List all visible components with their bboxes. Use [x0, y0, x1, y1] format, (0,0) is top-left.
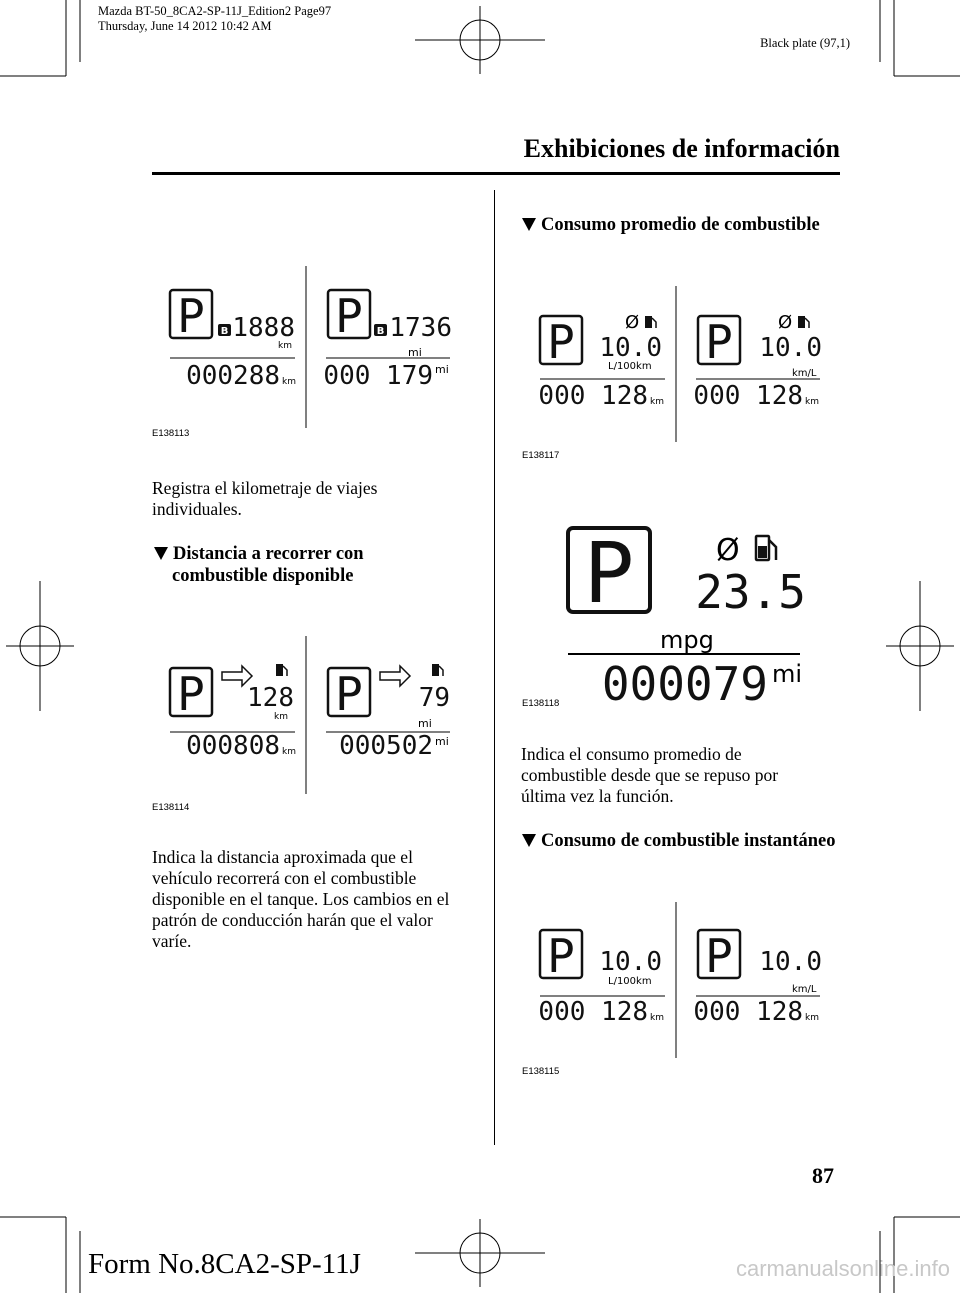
odometer-value: 000 128 [693, 997, 803, 1027]
plate-label: Black plate (97,1) [760, 36, 850, 50]
panel-right [693, 929, 822, 1027]
odometer-value: 000 128 [538, 381, 648, 411]
consumption-value: 10.0 [599, 333, 662, 363]
consumption-value: 10.0 [759, 333, 822, 363]
avg-heading-text: Consumo promedio de combustible [541, 215, 820, 235]
fuel-pump-icon [798, 316, 809, 328]
fuel-pump-icon [276, 664, 287, 676]
gear-letter: P [583, 524, 635, 622]
range-unit: km [274, 712, 288, 722]
inst-heading-text: Consumo de combustible instantáneo [541, 831, 836, 851]
trip-text-line: Registra el kilometraje de viajes [152, 478, 378, 498]
panel-left [170, 664, 296, 761]
range-heading [154, 543, 364, 587]
gear-letter: P [547, 929, 575, 983]
mpg-unit: mpg [660, 626, 714, 654]
figure-code: E138118 [522, 698, 560, 709]
odometer-value: 000288 [186, 361, 280, 391]
triangle-bullet-icon [522, 218, 536, 231]
fuel-pump-icon [756, 536, 776, 560]
form-number: Form No.8CA2-SP-11J [88, 1248, 361, 1280]
triangle-bullet-icon [154, 547, 168, 560]
fuel-pump-icon [645, 316, 656, 328]
avg-description [521, 744, 778, 807]
print-slug [98, 4, 331, 34]
trip-description [152, 478, 377, 520]
odometer-unit: km [805, 1013, 819, 1023]
odometer-unit: km [282, 747, 296, 757]
trip-indicator: B [376, 326, 385, 337]
watermark: carmanualsonline.info [735, 1256, 950, 1281]
mpg-value: 23.5 [695, 565, 806, 619]
range-text-line: disponible en el tanque. Los cambios en el [152, 889, 450, 909]
figure-code: E138113 [152, 428, 190, 439]
range-text-line: Indica la distancia aproximada que el [152, 847, 413, 867]
trip-text-line: individuales. [152, 499, 242, 519]
odometer-value: 000502 [339, 731, 433, 761]
range-text-line: vehículo recorrerá con el combustible [152, 868, 417, 888]
range-text-line: patrón de conducción harán que el valor [152, 910, 433, 930]
column-divider [494, 190, 495, 1145]
odometer-value: 000079 [601, 657, 768, 711]
range-value: 79 [418, 683, 450, 713]
figure-instant-consumption [520, 900, 840, 1080]
panel-left [170, 289, 296, 391]
trip-value: 1888 [232, 313, 295, 343]
range-description [152, 847, 449, 952]
header-rule [152, 172, 840, 175]
odometer-value: 000 179 [323, 361, 433, 391]
trip-indicator: B [220, 326, 229, 337]
gear-letter: P [335, 289, 363, 343]
gear-letter: P [177, 289, 205, 343]
consumption-unit: L/100km [608, 361, 652, 372]
fuel-pump-icon [432, 664, 443, 676]
odometer-unit: km [650, 397, 664, 407]
range-unit: mi [418, 717, 432, 730]
trip-unit: km [278, 341, 292, 351]
odometer-value: 000 128 [538, 997, 648, 1027]
figure-code: E138114 [152, 802, 190, 813]
odometer-value: 000 128 [693, 381, 803, 411]
panel-left [538, 929, 665, 1027]
trip-unit: mi [408, 346, 422, 359]
figure-code: E138115 [522, 1066, 560, 1077]
panel-right [693, 312, 822, 411]
figure-code: E138117 [522, 450, 560, 461]
odometer-unit: mi [435, 363, 449, 376]
odometer-unit: km [282, 377, 296, 387]
gear-letter: P [177, 667, 205, 721]
panel-right [326, 664, 450, 761]
average-symbol: Ø [716, 533, 740, 568]
triangle-bullet-icon [522, 834, 536, 847]
consumption-value: 10.0 [759, 947, 822, 977]
avg-text-line: Indica el consumo promedio de [521, 744, 742, 764]
avg-heading [522, 214, 820, 236]
consumption-unit: km/L [792, 368, 817, 379]
panel-left [538, 312, 665, 411]
gear-letter: P [547, 315, 575, 369]
odometer-unit: km [650, 1013, 664, 1023]
gear-letter: P [705, 315, 733, 369]
consumption-unit: km/L [792, 984, 817, 995]
consumption-unit: L/100km [608, 976, 652, 987]
range-arrow-icon [380, 666, 410, 686]
range-heading-line: Distancia a recorrer con [173, 544, 364, 564]
figure-distance-to-empty [150, 632, 470, 812]
section-title: Exhibiciones de información [523, 134, 840, 163]
figure-average-consumption [520, 282, 840, 462]
average-symbol: Ø [625, 312, 640, 333]
avg-text-line: combustible desde que se repuso por [521, 765, 779, 785]
avg-text-line: última vez la función. [521, 786, 674, 806]
odometer-value: 000808 [186, 731, 280, 761]
gear-letter: P [335, 667, 363, 721]
gear-letter: P [705, 929, 733, 983]
slug-line-2: Thursday, June 14 2012 10:42 AM [98, 19, 272, 33]
panel-right [323, 289, 452, 391]
figure-trip-meter [150, 260, 470, 440]
range-heading-line: combustible disponible [172, 566, 354, 586]
slug-line-1: Mazda BT-50_8CA2-SP-11J_Edition2 Page97 [98, 4, 332, 18]
range-value: 128 [247, 683, 294, 713]
page-number: 87 [812, 1163, 834, 1188]
range-text-line: varíe. [152, 931, 192, 951]
trip-value: 1736 [389, 313, 452, 343]
odometer-unit: mi [772, 660, 803, 688]
odometer-unit: km [805, 397, 819, 407]
odometer-unit: mi [435, 735, 449, 748]
figure-average-mpg [520, 520, 830, 710]
inst-heading [522, 830, 836, 852]
average-symbol: Ø [778, 312, 793, 333]
consumption-value: 10.0 [599, 947, 662, 977]
